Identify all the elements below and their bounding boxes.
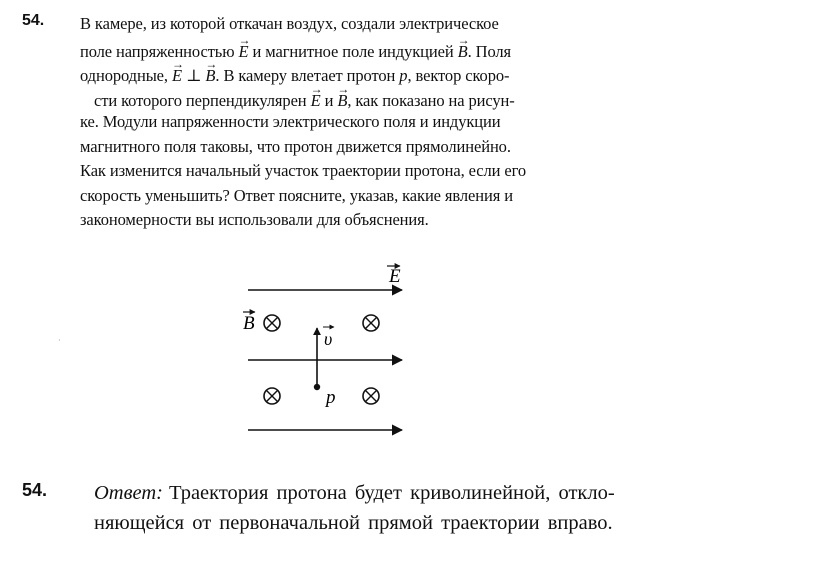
b-into-page-symbol [363, 315, 379, 331]
svg-text:υ: υ [324, 329, 333, 349]
problem-line [80, 159, 600, 184]
text-segment: В камере, из которой откачан воздух, создали электрическое [80, 14, 499, 33]
answer-label: Ответ: [94, 482, 163, 504]
text-segment: ке. Модули напряженности электрического поля и индукции [80, 112, 501, 131]
italic-symbol: p [399, 66, 408, 85]
problem-line [80, 110, 600, 135]
vector-symbol: → E [311, 86, 321, 114]
vector-symbol: → E [239, 37, 249, 65]
problem-line [80, 208, 600, 233]
scan-speck: · [58, 336, 61, 345]
e-field-label [387, 266, 401, 287]
svg-text:B: B [243, 313, 255, 334]
problem-text [80, 12, 600, 233]
text-segment: однородные, [80, 66, 172, 85]
text-segment: и магнитное поле индукцией [248, 41, 458, 61]
b-field-label [243, 312, 255, 334]
field-diagram [240, 260, 410, 440]
text-segment: , вектор скоро- [407, 66, 510, 85]
text-segment: закономерности вы использовали для объяснения. [80, 210, 429, 229]
vector-symbol: → B [205, 61, 215, 89]
text-segment: и [320, 90, 338, 110]
answer-line-1 [94, 478, 784, 508]
vector-symbol: → B [458, 37, 468, 65]
svg-text:E: E [389, 266, 401, 287]
problem-line [80, 86, 600, 111]
problem-number: 54. [22, 12, 45, 29]
answer-line-2 [94, 508, 784, 538]
answer-line-1-text: Траектория протона будет криволинейной, откло- [168, 482, 615, 504]
vector-symbol: → B [337, 86, 347, 114]
text-segment: Как изменится начальный участок траектории протона, если его [80, 161, 527, 180]
b-into-page-symbol [264, 388, 280, 404]
vector-symbol: → E [172, 61, 182, 89]
proton-dot [314, 384, 320, 390]
text-segment: , как показано на рисун- [347, 90, 515, 110]
problem-line [80, 12, 600, 37]
answer-line-2-text: няющейся от первоначальной прямой траектории вправо. [94, 512, 613, 534]
problem-line [80, 135, 600, 160]
velocity-label [323, 327, 334, 349]
text-segment: скорость уменьшить? Ответ поясните, указав, какие явления и [80, 185, 513, 205]
text-segment: сти которого перпендикулярен [94, 90, 311, 110]
b-into-page-symbol [363, 388, 379, 404]
answer-number: 54. [22, 480, 48, 500]
text-segment: . В камеру влетает протон [215, 66, 400, 85]
text-segment: ⊥ [181, 66, 206, 85]
answer-text [94, 478, 784, 538]
text-segment: поле напряженностью [80, 41, 239, 61]
b-into-page-symbol [264, 315, 280, 331]
proton-label: p [326, 387, 336, 408]
problem-line [80, 184, 600, 209]
text-segment: магнитного поля таковы, что протон движется прямолинейно. [80, 136, 511, 156]
field-diagram-svg [240, 260, 410, 440]
problem-line [80, 37, 600, 62]
text-segment: . Поля [467, 41, 511, 61]
